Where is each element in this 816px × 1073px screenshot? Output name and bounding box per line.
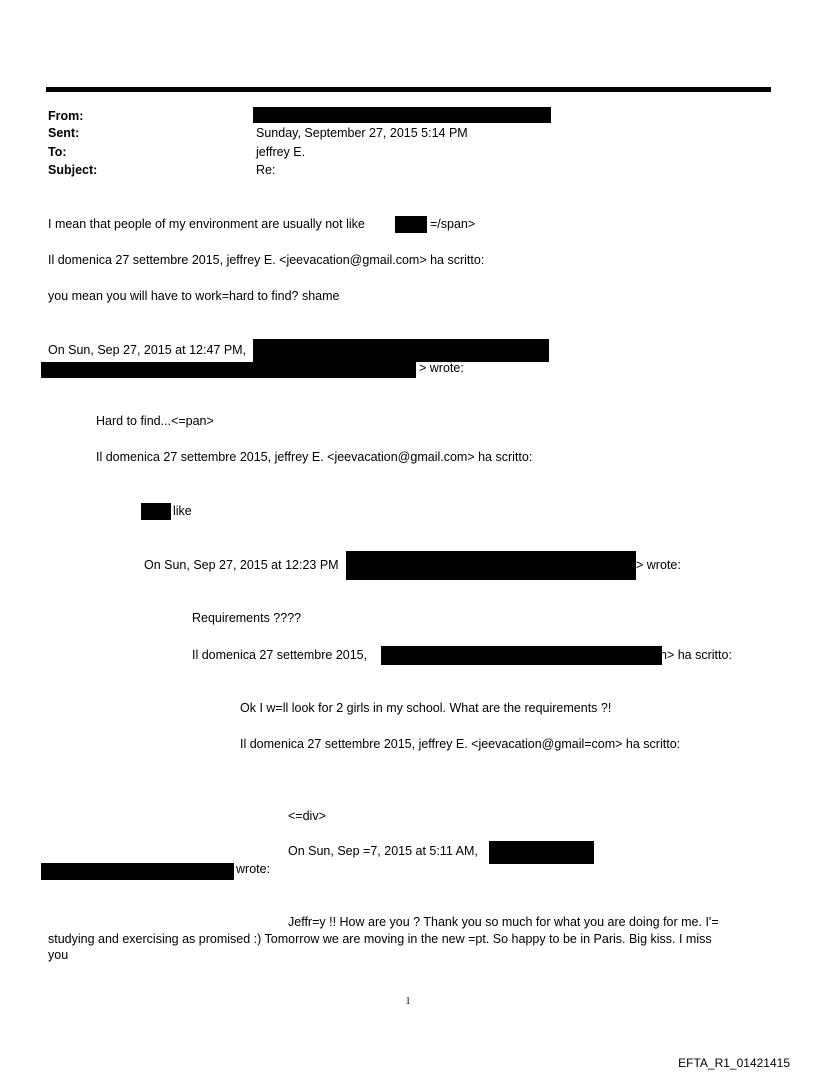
body-line-7: like bbox=[173, 504, 192, 518]
body-line-13: <=div> bbox=[288, 809, 326, 823]
quote-header-2-tail: > wrote: bbox=[636, 558, 681, 572]
body-line-9: Requirements ???? bbox=[192, 611, 302, 625]
body-line-5: Hard to find...<=pan> bbox=[96, 414, 214, 428]
subject-value: Re: bbox=[256, 163, 276, 177]
body-line-15-a: Jeffr=y !! How are you ? Thank you so much for what you are doing for me. I'= bbox=[288, 915, 719, 929]
body-line-1-text: I mean that people of my environment are usually not like bbox=[48, 217, 365, 231]
quote-header-4-tail: wrote: bbox=[236, 862, 271, 876]
sent-value: Sunday, September 27, 2015 5:14 PM bbox=[256, 126, 468, 140]
redaction-2 bbox=[253, 339, 549, 362]
to-label: To: bbox=[48, 145, 67, 159]
redaction-7 bbox=[489, 841, 594, 864]
to-value: jeffrey E. bbox=[256, 145, 306, 159]
body-line-1 bbox=[48, 217, 365, 232]
redaction-3 bbox=[41, 362, 416, 378]
subject-label: Subject: bbox=[48, 163, 98, 177]
body-line-12: Il domenica 27 settembre 2015, jeffrey E. <jeevacation@gmail=com> ha scritto: bbox=[240, 737, 681, 751]
redaction-6 bbox=[381, 646, 662, 665]
body-line-2: Il domenica 27 settembre 2015, jeffrey E. <jeevacation@gmail.com> ha scritto: bbox=[48, 253, 485, 267]
quote-header-2: On Sun, Sep 27, 2015 at 12:23 PM bbox=[144, 558, 339, 572]
redaction-5 bbox=[346, 551, 636, 580]
quote-header-1-tail: > wrote: bbox=[419, 361, 464, 375]
page-number: 1 bbox=[405, 996, 411, 1007]
body-line-3: you mean you will have to work=hard to find? shame bbox=[48, 289, 340, 303]
body-line-6: Il domenica 27 settembre 2015, jeffrey E. <jeevacation@gmail.com> ha scritto: bbox=[96, 450, 533, 464]
redaction-4 bbox=[141, 503, 171, 520]
body-line-15-c: you bbox=[48, 948, 69, 962]
from-label: From: bbox=[48, 109, 84, 123]
body-line-1-tail: =/span> bbox=[430, 217, 476, 231]
sent-label: Sent: bbox=[48, 126, 80, 140]
quote-header-4: On Sun, Sep =7, 2015 at 5:11 AM, bbox=[288, 844, 478, 858]
quote-header-1: On Sun, Sep 27, 2015 at 12:47 PM, bbox=[48, 343, 247, 357]
document-id: EFTA_R1_01421415 bbox=[678, 1056, 790, 1070]
redaction-1 bbox=[395, 216, 427, 233]
redaction-8 bbox=[41, 863, 234, 880]
header-rule bbox=[46, 87, 771, 92]
quote-header-3-tail: n> ha scritto: bbox=[660, 648, 732, 662]
body-line-11: Ok I w=ll look for 2 girls in my school. What are the requirements ?! bbox=[240, 701, 612, 715]
body-line-15-b: studying and exercising as promised :) Tomorrow we are moving in the new =pt. So happy to be in Paris. Big kiss. I miss bbox=[48, 932, 712, 946]
redaction-from bbox=[253, 107, 551, 123]
quote-header-3: Il domenica 27 settembre 2015, bbox=[192, 648, 368, 662]
